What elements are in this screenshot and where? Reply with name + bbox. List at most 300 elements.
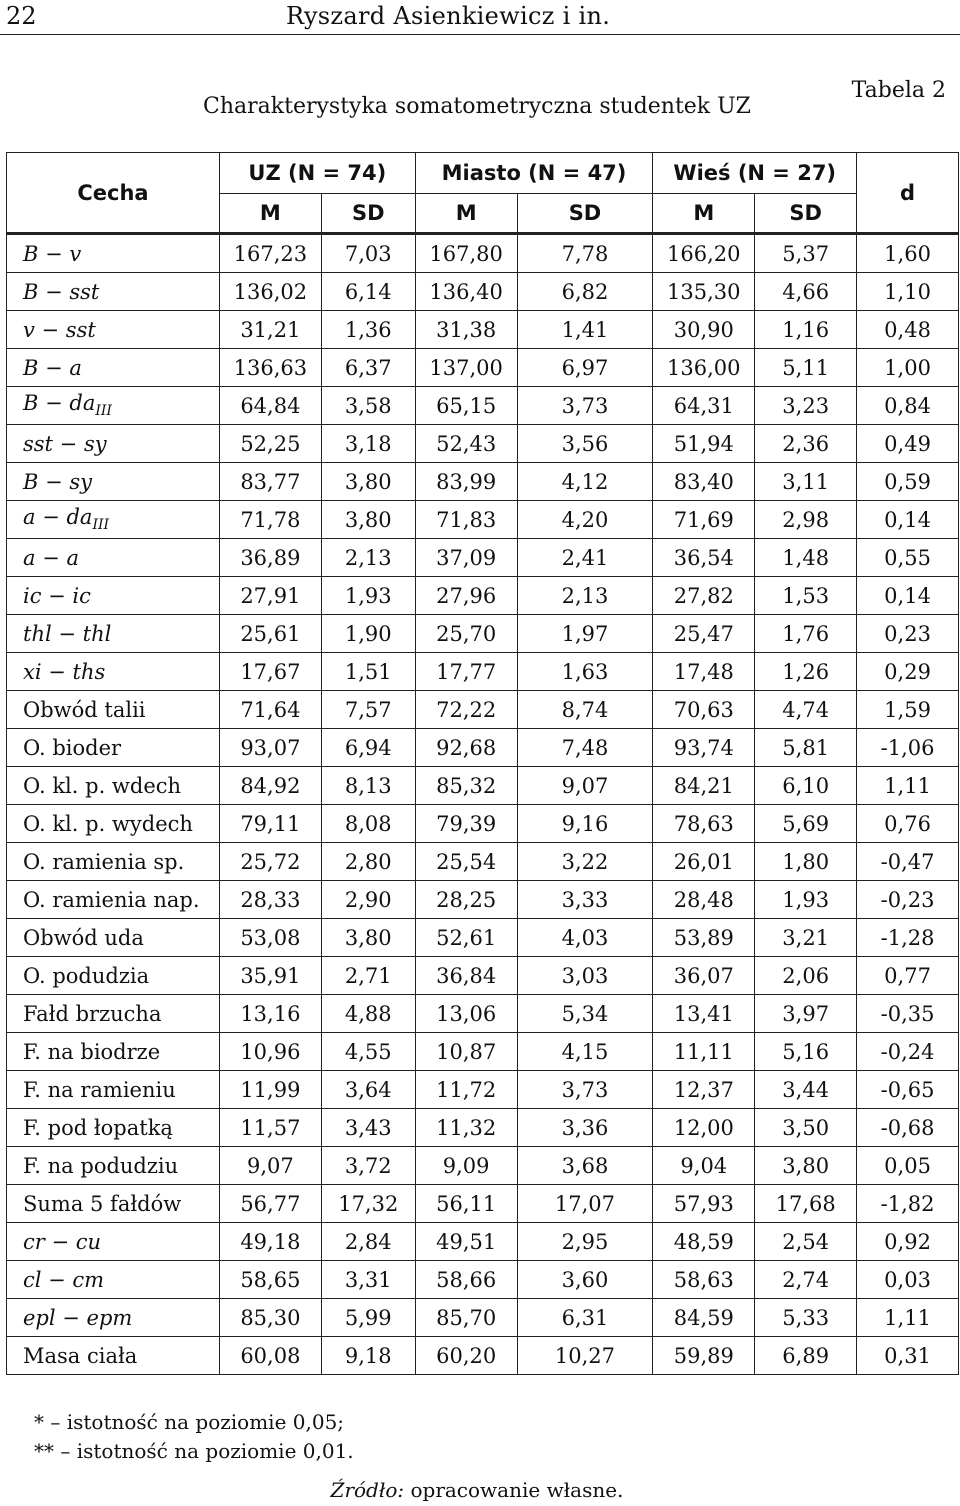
table-cell: 26,01 <box>653 843 755 881</box>
row-label <box>7 615 220 653</box>
table-cell: 1,26 <box>755 653 857 691</box>
table-cell: 27,96 <box>415 577 517 615</box>
table-cell: 0,23 <box>857 615 959 653</box>
row-label-text: Obwód uda <box>23 925 144 950</box>
table-cell: 167,80 <box>415 234 517 273</box>
table-cell: 8,13 <box>321 767 415 805</box>
row-label-text: O. ramienia nap. <box>23 887 200 912</box>
table-row <box>7 577 959 615</box>
table-cell: 10,96 <box>219 1033 321 1071</box>
table-cell: 0,05 <box>857 1147 959 1185</box>
table-cell: 28,25 <box>415 881 517 919</box>
row-label-text: cr − cu <box>23 1229 102 1254</box>
table-cell: 52,25 <box>219 425 321 463</box>
table-caption: Charakterystyka somatometryczna studentek UZ <box>203 94 751 119</box>
col-header-sd: SD <box>755 194 857 234</box>
row-label <box>7 1337 220 1375</box>
table-cell: 3,58 <box>321 387 415 425</box>
table-cell: 58,66 <box>415 1261 517 1299</box>
row-label-subscript: III <box>92 517 110 534</box>
somatometric-table <box>6 152 959 1375</box>
table-cell: 0,14 <box>857 577 959 615</box>
table-cell: 2,41 <box>517 539 653 577</box>
table-cell: 2,90 <box>321 881 415 919</box>
table-cell: 1,93 <box>755 881 857 919</box>
table-cell: 85,70 <box>415 1299 517 1337</box>
table-cell: 9,16 <box>517 805 653 843</box>
table-cell: 3,31 <box>321 1261 415 1299</box>
table-cell: 7,78 <box>517 234 653 273</box>
table-cell: 27,82 <box>653 577 755 615</box>
table-cell: 2,54 <box>755 1223 857 1261</box>
table-cell: 17,68 <box>755 1185 857 1223</box>
table-cell: 2,80 <box>321 843 415 881</box>
table-cell: 5,34 <box>517 995 653 1033</box>
table-cell: 8,08 <box>321 805 415 843</box>
table-cell: 137,00 <box>415 349 517 387</box>
table-cell: 6,97 <box>517 349 653 387</box>
table-cell: 4,88 <box>321 995 415 1033</box>
row-label <box>7 653 220 691</box>
row-label <box>7 881 220 919</box>
table-cell: 31,21 <box>219 311 321 349</box>
row-label-text: B − da <box>23 391 96 416</box>
table-cell: 11,99 <box>219 1071 321 1109</box>
table-cell: 17,67 <box>219 653 321 691</box>
footnote-significance-005: * – istotność na poziomie 0,05; <box>34 1410 345 1434</box>
table-cell: 3,73 <box>517 387 653 425</box>
row-label-text: F. na biodrze <box>23 1039 161 1064</box>
table-row <box>7 539 959 577</box>
table-cell: 10,87 <box>415 1033 517 1071</box>
table-cell: 27,91 <box>219 577 321 615</box>
table-cell: 52,61 <box>415 919 517 957</box>
table-cell: 6,89 <box>755 1337 857 1375</box>
row-label-text: B − sy <box>23 469 93 494</box>
table-row <box>7 1147 959 1185</box>
table-cell: 52,43 <box>415 425 517 463</box>
table-cell: 25,70 <box>415 615 517 653</box>
header-row-groups <box>7 153 959 194</box>
table-row <box>7 729 959 767</box>
table-cell: 1,16 <box>755 311 857 349</box>
table-cell: 6,37 <box>321 349 415 387</box>
table-row <box>7 1261 959 1299</box>
table-cell: 83,99 <box>415 463 517 501</box>
table-cell: 0,03 <box>857 1261 959 1299</box>
table-cell: 36,84 <box>415 957 517 995</box>
table-cell: -0,23 <box>857 881 959 919</box>
table-cell: 3,23 <box>755 387 857 425</box>
table-cell: 3,80 <box>321 919 415 957</box>
table-cell: 7,48 <box>517 729 653 767</box>
table-cell: 3,03 <box>517 957 653 995</box>
table-row <box>7 995 959 1033</box>
row-label-text: xi − ths <box>23 659 106 684</box>
row-label <box>7 843 220 881</box>
table-row <box>7 805 959 843</box>
table-cell: 3,36 <box>517 1109 653 1147</box>
table-cell: 17,32 <box>321 1185 415 1223</box>
source-text: opracowanie własne. <box>404 1478 624 1502</box>
table-cell: 2,06 <box>755 957 857 995</box>
table-row <box>7 387 959 425</box>
table-cell: 5,99 <box>321 1299 415 1337</box>
table-cell: 64,84 <box>219 387 321 425</box>
table-cell: 25,54 <box>415 843 517 881</box>
table-cell: 35,91 <box>219 957 321 995</box>
table-row <box>7 691 959 729</box>
table-cell: 37,09 <box>415 539 517 577</box>
col-header-sd: SD <box>321 194 415 234</box>
table-row <box>7 615 959 653</box>
table-cell: 1,80 <box>755 843 857 881</box>
row-label <box>7 1033 220 1071</box>
row-label <box>7 273 220 311</box>
table-cell: 83,40 <box>653 463 755 501</box>
table-row <box>7 1223 959 1261</box>
table-cell: -0,47 <box>857 843 959 881</box>
row-label-text: a − da <box>23 505 93 530</box>
table-cell: 71,64 <box>219 691 321 729</box>
table-cell: 12,00 <box>653 1109 755 1147</box>
table-cell: 4,20 <box>517 501 653 539</box>
table-cell: 72,22 <box>415 691 517 729</box>
table-row <box>7 1033 959 1071</box>
table-cell: 93,07 <box>219 729 321 767</box>
table-cell: 1,53 <box>755 577 857 615</box>
table-cell: 1,90 <box>321 615 415 653</box>
table-cell: 13,41 <box>653 995 755 1033</box>
table-cell: 0,14 <box>857 501 959 539</box>
table-cell: 3,33 <box>517 881 653 919</box>
table-cell: 60,08 <box>219 1337 321 1375</box>
table-cell: 1,10 <box>857 273 959 311</box>
page-header <box>0 0 960 35</box>
table-row <box>7 425 959 463</box>
table-cell: 36,07 <box>653 957 755 995</box>
table-cell: -0,35 <box>857 995 959 1033</box>
table-cell: 12,37 <box>653 1071 755 1109</box>
table-cell: 3,50 <box>755 1109 857 1147</box>
table-row <box>7 1109 959 1147</box>
table-cell: 13,06 <box>415 995 517 1033</box>
table-cell: 11,72 <box>415 1071 517 1109</box>
table-row <box>7 1299 959 1337</box>
row-label <box>7 995 220 1033</box>
row-label <box>7 349 220 387</box>
table-cell: 58,63 <box>653 1261 755 1299</box>
table-cell: 1,11 <box>857 767 959 805</box>
table-cell: 11,11 <box>653 1033 755 1071</box>
footnotes <box>34 1408 354 1466</box>
table-cell: 4,55 <box>321 1033 415 1071</box>
table-cell: 25,61 <box>219 615 321 653</box>
table-row <box>7 1185 959 1223</box>
table-cell: 31,38 <box>415 311 517 349</box>
table-cell: -0,68 <box>857 1109 959 1147</box>
table-cell: 4,12 <box>517 463 653 501</box>
table-cell: 1,41 <box>517 311 653 349</box>
row-label <box>7 1223 220 1261</box>
table-cell: 166,20 <box>653 234 755 273</box>
table-cell: 0,76 <box>857 805 959 843</box>
row-label <box>7 691 220 729</box>
row-label-text: B − v <box>23 241 82 266</box>
row-label-text: thl − thl <box>23 621 112 646</box>
table-row <box>7 501 959 539</box>
table-cell: 56,77 <box>219 1185 321 1223</box>
row-label-text: a − a <box>23 545 79 570</box>
table-cell: 3,97 <box>755 995 857 1033</box>
row-label-text: sst − sy <box>23 431 107 456</box>
table-cell: 6,14 <box>321 273 415 311</box>
table-cell: 0,49 <box>857 425 959 463</box>
table-cell: 6,82 <box>517 273 653 311</box>
table-cell: 9,04 <box>653 1147 755 1185</box>
table-cell: 3,64 <box>321 1071 415 1109</box>
table-cell: 5,37 <box>755 234 857 273</box>
table-cell: 3,80 <box>755 1147 857 1185</box>
col-header-m: M <box>415 194 517 234</box>
table-cell: 7,57 <box>321 691 415 729</box>
table-row <box>7 957 959 995</box>
table-cell: 13,16 <box>219 995 321 1033</box>
row-label <box>7 387 220 425</box>
row-label <box>7 234 220 273</box>
table-cell: 1,97 <box>517 615 653 653</box>
table-cell: 5,69 <box>755 805 857 843</box>
table-cell: 3,44 <box>755 1071 857 1109</box>
row-label-text: F. pod łopatką <box>23 1115 173 1140</box>
table-cell: 25,72 <box>219 843 321 881</box>
col-header-sd: SD <box>517 194 653 234</box>
table-cell: 93,74 <box>653 729 755 767</box>
row-label <box>7 957 220 995</box>
table-row <box>7 234 959 273</box>
table-cell: 0,48 <box>857 311 959 349</box>
table-cell: 28,48 <box>653 881 755 919</box>
table-cell: 92,68 <box>415 729 517 767</box>
row-label-subscript: III <box>95 403 112 420</box>
table-row <box>7 767 959 805</box>
table-row <box>7 1071 959 1109</box>
row-label-text: epl − epm <box>23 1305 133 1330</box>
table-cell: 135,30 <box>653 273 755 311</box>
table-cell: -0,65 <box>857 1071 959 1109</box>
table-cell: 9,18 <box>321 1337 415 1375</box>
table-cell: 3,80 <box>321 501 415 539</box>
table-cell: 3,73 <box>517 1071 653 1109</box>
row-label <box>7 425 220 463</box>
col-header-m: M <box>219 194 321 234</box>
table-cell: 1,11 <box>857 1299 959 1337</box>
table-cell: 136,63 <box>219 349 321 387</box>
table-row <box>7 1337 959 1375</box>
table-cell: 85,30 <box>219 1299 321 1337</box>
table-cell: 3,21 <box>755 919 857 957</box>
table-cell: 10,27 <box>517 1337 653 1375</box>
table-cell: 2,13 <box>321 539 415 577</box>
page-number: 22 <box>6 2 37 30</box>
row-label <box>7 577 220 615</box>
table-cell: 56,11 <box>415 1185 517 1223</box>
source-note <box>0 1478 954 1502</box>
table-cell: 0,29 <box>857 653 959 691</box>
table-cell: 6,10 <box>755 767 857 805</box>
table-cell: 71,69 <box>653 501 755 539</box>
table-cell: 6,31 <box>517 1299 653 1337</box>
table-cell: 2,98 <box>755 501 857 539</box>
table-cell: 11,57 <box>219 1109 321 1147</box>
table-row <box>7 881 959 919</box>
table-cell: 2,74 <box>755 1261 857 1299</box>
col-header-d: d <box>857 153 959 234</box>
table-cell: 64,31 <box>653 387 755 425</box>
row-label-text: B − sst <box>23 279 100 304</box>
table-cell: 136,00 <box>653 349 755 387</box>
table-cell: 9,07 <box>517 767 653 805</box>
table-cell: 4,74 <box>755 691 857 729</box>
row-label <box>7 539 220 577</box>
table-cell: 3,22 <box>517 843 653 881</box>
table-cell: 51,94 <box>653 425 755 463</box>
table-cell: 5,81 <box>755 729 857 767</box>
row-label-text: cl − cm <box>23 1267 105 1292</box>
table-cell: 1,59 <box>857 691 959 729</box>
row-label <box>7 729 220 767</box>
table-cell: 71,83 <box>415 501 517 539</box>
table-cell: 53,08 <box>219 919 321 957</box>
row-label-text: O. bioder <box>23 735 122 760</box>
table-cell: 1,76 <box>755 615 857 653</box>
table-row <box>7 463 959 501</box>
row-label-text: B − a <box>23 355 82 380</box>
row-label <box>7 1261 220 1299</box>
table-cell: 0,92 <box>857 1223 959 1261</box>
table-label: Tabela 2 <box>851 78 946 103</box>
table-cell: 4,66 <box>755 273 857 311</box>
table-cell: 53,89 <box>653 919 755 957</box>
table-cell: 3,72 <box>321 1147 415 1185</box>
table-cell: 48,59 <box>653 1223 755 1261</box>
col-group-uz: UZ (N = 74) <box>219 153 415 194</box>
table-cell: -1,28 <box>857 919 959 957</box>
table-cell: 65,15 <box>415 387 517 425</box>
table-cell: 11,32 <box>415 1109 517 1147</box>
table-cell: 49,18 <box>219 1223 321 1261</box>
table-row <box>7 311 959 349</box>
running-head: Ryszard Asienkiewicz i in. <box>286 2 611 30</box>
footnote-significance-001: ** – istotność na poziomie 0,01. <box>34 1439 354 1463</box>
table-cell: 17,77 <box>415 653 517 691</box>
table-cell: 2,95 <box>517 1223 653 1261</box>
table-cell: 1,36 <box>321 311 415 349</box>
table-cell: 59,89 <box>653 1337 755 1375</box>
row-label <box>7 463 220 501</box>
row-label-text: Suma 5 fałdów <box>23 1191 182 1216</box>
table-row <box>7 919 959 957</box>
table-cell: 36,54 <box>653 539 755 577</box>
table-cell: 0,59 <box>857 463 959 501</box>
row-label-text: ic − ic <box>23 583 91 608</box>
table-cell: -1,06 <box>857 729 959 767</box>
row-label <box>7 767 220 805</box>
source-label: Źródło: <box>330 1478 405 1502</box>
row-label-text: Masa ciała <box>23 1343 138 1368</box>
table-cell: 1,00 <box>857 349 959 387</box>
table-cell: 1,51 <box>321 653 415 691</box>
row-label <box>7 311 220 349</box>
table-cell: 5,11 <box>755 349 857 387</box>
table-cell: 28,33 <box>219 881 321 919</box>
row-label <box>7 1147 220 1185</box>
col-header-cecha: Cecha <box>7 153 220 234</box>
row-label-text: O. kl. p. wydech <box>23 811 193 836</box>
table-cell: 2,84 <box>321 1223 415 1261</box>
table-cell: 83,77 <box>219 463 321 501</box>
row-label <box>7 1299 220 1337</box>
table-cell: 84,92 <box>219 767 321 805</box>
row-label <box>7 805 220 843</box>
table-cell: 3,11 <box>755 463 857 501</box>
table-cell: 60,20 <box>415 1337 517 1375</box>
table-cell: 71,78 <box>219 501 321 539</box>
row-label-text: Fałd brzucha <box>23 1001 162 1026</box>
col-group-wies: Wieś (N = 27) <box>653 153 857 194</box>
table-cell: 2,71 <box>321 957 415 995</box>
col-group-miasto: Miasto (N = 47) <box>415 153 653 194</box>
table-cell: 17,48 <box>653 653 755 691</box>
row-label-text: O. ramienia sp. <box>23 849 185 874</box>
table-cell: -0,24 <box>857 1033 959 1071</box>
table-cell: 84,59 <box>653 1299 755 1337</box>
table-cell: 3,80 <box>321 463 415 501</box>
table-cell: 3,43 <box>321 1109 415 1147</box>
table-cell: 36,89 <box>219 539 321 577</box>
table-cell: 78,63 <box>653 805 755 843</box>
table-cell: 8,74 <box>517 691 653 729</box>
table-cell: 30,90 <box>653 311 755 349</box>
table-cell: 136,02 <box>219 273 321 311</box>
table-row <box>7 653 959 691</box>
table-cell: 1,63 <box>517 653 653 691</box>
row-label-text: F. na ramieniu <box>23 1077 176 1102</box>
row-label-text: v − sst <box>23 317 96 342</box>
table-cell: 70,63 <box>653 691 755 729</box>
table-cell: 3,68 <box>517 1147 653 1185</box>
table-body <box>7 234 959 1375</box>
table-cell: -1,82 <box>857 1185 959 1223</box>
table-cell: 0,77 <box>857 957 959 995</box>
table-cell: 0,55 <box>857 539 959 577</box>
table-cell: 79,11 <box>219 805 321 843</box>
table-cell: 4,03 <box>517 919 653 957</box>
table-cell: 25,47 <box>653 615 755 653</box>
table-cell: 7,03 <box>321 234 415 273</box>
table-cell: 57,93 <box>653 1185 755 1223</box>
row-label <box>7 919 220 957</box>
table-cell: 58,65 <box>219 1261 321 1299</box>
row-label <box>7 501 220 539</box>
table-row <box>7 349 959 387</box>
table-cell: 17,07 <box>517 1185 653 1223</box>
table-cell: 5,33 <box>755 1299 857 1337</box>
table-cell: 0,31 <box>857 1337 959 1375</box>
row-label-text: O. podudzia <box>23 963 150 988</box>
table-cell: 1,48 <box>755 539 857 577</box>
table-cell: 49,51 <box>415 1223 517 1261</box>
